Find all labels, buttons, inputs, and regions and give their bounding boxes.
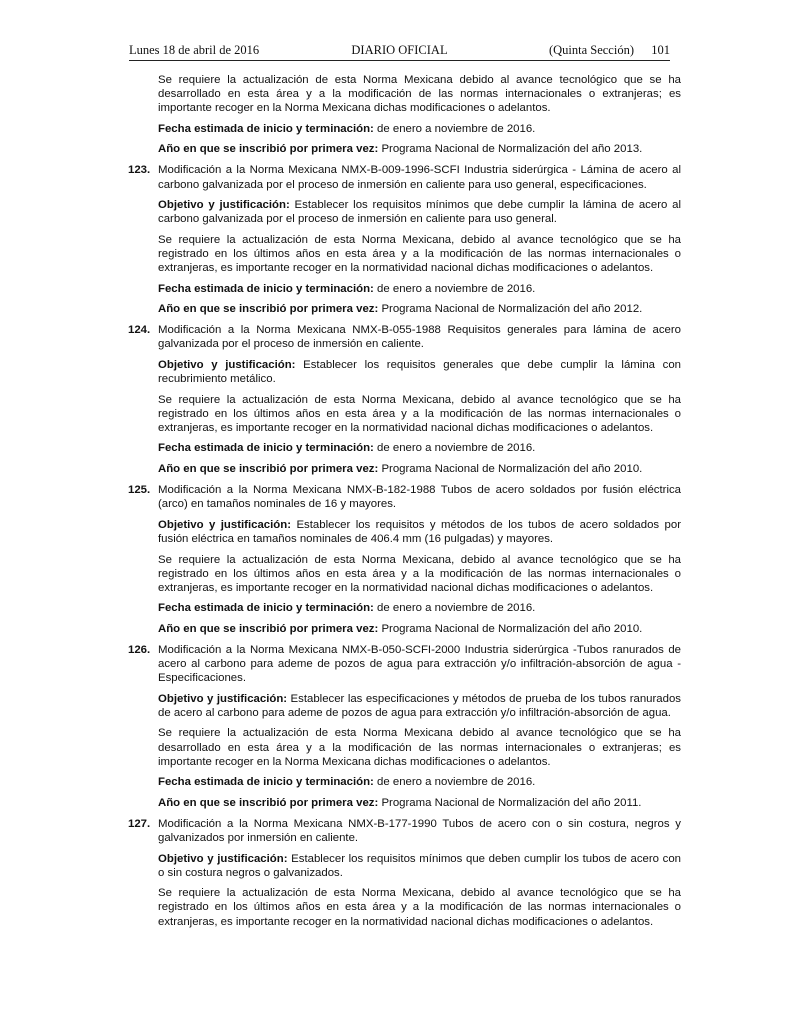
item-objective-label: Objetivo y justificación: bbox=[158, 692, 288, 705]
item-number: 124. bbox=[128, 324, 151, 337]
norm-item-127 bbox=[128, 817, 682, 929]
item-date-label: Fecha estimada de inicio y terminación: bbox=[158, 602, 374, 615]
item-title bbox=[128, 817, 681, 845]
item-number: 126. bbox=[128, 644, 151, 656]
item-year bbox=[158, 462, 681, 476]
item-year-label: Año en que se inscribió por primera vez: bbox=[158, 796, 379, 809]
page-header bbox=[129, 40, 670, 61]
item-objective-value: Establecer los requisitos generales que debe cumplir la lámina con recubrimiento metálico. bbox=[158, 359, 682, 386]
item-title-text: Modificación a la Norma Mexicana NMX-B-050-SCFI-2000 Industria siderúrgica -Tubos ranurados de acero al carbono para ademe de pozos de agua para extracción y/o infiltración-absorción de agua - Especificaciones. bbox=[158, 644, 681, 685]
item-date-value: de enero a noviembre de 2016. bbox=[373, 442, 536, 455]
item-objective-label: Objetivo y justificación: bbox=[158, 518, 292, 531]
item-objective-label: Objetivo y justificación: bbox=[158, 199, 290, 212]
header-title: DIARIO OFICIAL bbox=[351, 43, 448, 57]
item-title-text: Modificación a la Norma Mexicana NMX-B-055-1988 Requisitos generales para lámina de acero galvanizada por el proceso de inmersión en caliente. bbox=[158, 324, 681, 351]
item-title bbox=[128, 643, 681, 685]
item-justification: Se requiere la actualización de esta Norma Mexicana, debido al avance tecnológico que se ha registrado en los últimos años en esta área y a la modificación de las normas internacionales o extranjeras, es importante recoger en la normatividad nacional dichas modificaciones o adelantos. bbox=[158, 887, 681, 928]
item-year-label: Año en que se inscribió por primera vez: bbox=[158, 463, 379, 476]
item-objective bbox=[158, 692, 681, 720]
item-number: 123. bbox=[128, 164, 151, 177]
item-objective bbox=[158, 198, 681, 226]
intro-date-value: de enero a noviembre de 2016. bbox=[373, 122, 536, 135]
intro-year bbox=[158, 142, 681, 156]
intro-year-value: Programa Nacional de Normalización del año 2013. bbox=[378, 143, 643, 156]
item-objective bbox=[158, 852, 681, 880]
item-objective-value: Establecer las especificaciones y métodos de prueba de los tubos ranurados de acero al carbono para ademe de pozos de agua para extracción y/o infiltración-absorción de agua. bbox=[158, 692, 681, 719]
norm-item-125 bbox=[128, 483, 681, 636]
item-date-label: Fecha estimada de inicio y terminación: bbox=[158, 282, 374, 295]
item-objective-value: Establecer los requisitos y métodos de los tubos de acero soldados por fusión eléctrica en tamaños nominales de 406.4 mm (16 pulgadas) y mayores. bbox=[158, 518, 681, 545]
intro-date-label: Fecha estimada de inicio y terminación: bbox=[158, 122, 374, 135]
item-date bbox=[158, 775, 681, 789]
intro-date bbox=[158, 122, 681, 136]
intro-year-label: Año en que se inscribió por primera vez: bbox=[158, 143, 379, 156]
item-objective-value: Establecer los requisitos mínimos que deben cumplir los tubos de acero con o sin costura negros o galvanizados. bbox=[158, 852, 682, 879]
item-objective bbox=[158, 358, 681, 386]
item-objective-label: Objetivo y justificación: bbox=[158, 359, 296, 371]
norm-item-126 bbox=[128, 643, 681, 810]
intro-justification: Se requiere la actualización de esta Norma Mexicana debido al avance tecnológico que se ha desarrollado en esta área y a la modificación de las normas internacionales o extranjeras; es importante recoger en la Norma Mexicana dichas modificaciones o adelantos. bbox=[158, 74, 681, 115]
header-section: (Quinta Sección) bbox=[548, 43, 634, 57]
item-date bbox=[158, 441, 681, 455]
item-year-value: Programa Nacional de Normalización del año 2010. bbox=[378, 463, 643, 476]
item-year bbox=[158, 302, 681, 316]
item-title bbox=[128, 483, 681, 511]
item-year-value: Programa Nacional de Normalización del año 2011. bbox=[378, 796, 642, 809]
item-objective-label: Objetivo y justificación: bbox=[158, 852, 288, 865]
norm-item-124 bbox=[128, 323, 682, 476]
item-date-label: Fecha estimada de inicio y terminación: bbox=[158, 776, 374, 789]
item-number: 127. bbox=[128, 817, 151, 830]
item-justification: Se requiere la actualización de esta Norma Mexicana, debido al avance tecnológico que se ha registrado en los últimos años en esta área y a la modificación de las normas internacionales o extranjeras, es importante recoger en la normatividad nacional dichas modificaciones o adelantos. bbox=[158, 393, 681, 434]
norm-item-123 bbox=[128, 163, 681, 316]
item-title-text: Modificación a la Norma Mexicana NMX-B-182-1988 Tubos de acero soldados por fusión eléctrica (arco) en tamaños nominales de 16 y mayores. bbox=[158, 484, 681, 511]
item-year bbox=[158, 796, 681, 810]
item-year-label: Año en que se inscribió por primera vez: bbox=[158, 622, 379, 635]
item-date bbox=[158, 601, 681, 615]
item-title-text: Modificación a la Norma Mexicana NMX-B-009-1996-SCFI Industria siderúrgica - Lámina de acero al carbono galvanizada por el proceso de inmersión en caliente para uso general, especificaciones. bbox=[158, 164, 681, 191]
item-objective bbox=[158, 518, 681, 546]
item-date-value: de enero a noviembre de 2016. bbox=[373, 602, 536, 615]
item-objective-value: Establecer los requisitos mínimos que debe cumplir la lámina de acero al carbono galvanizada por el proceso de inmersión en caliente para uso general. bbox=[158, 199, 681, 226]
item-year-value: Programa Nacional de Normalización del año 2012. bbox=[378, 303, 643, 316]
item-title bbox=[128, 163, 681, 191]
item-justification: Se requiere la actualización de esta Norma Mexicana debido al avance tecnológico que se ha desarrollado en esta área y a la modificación de las normas internacionales o extranjeras; es importante recoger en la Norma Mexicana dichas modificaciones o adelantos. bbox=[158, 727, 681, 768]
document-body bbox=[128, 73, 682, 935]
item-title bbox=[128, 323, 681, 351]
item-date bbox=[158, 282, 681, 296]
item-year-label: Año en que se inscribió por primera vez: bbox=[158, 303, 379, 316]
item-justification: Se requiere la actualización de esta Norma Mexicana, debido al avance tecnológico que se ha registrado en los últimos años en esta área y a la modificación de las normas internacionales o extranjeras, es importante recoger en la normatividad nacional dichas modificaciones o adelantos. bbox=[158, 553, 681, 594]
item-date-value: de enero a noviembre de 2016. bbox=[373, 282, 536, 295]
item-date-label: Fecha estimada de inicio y terminación: bbox=[158, 442, 374, 455]
header-date: Lunes 18 de abril de 2016 bbox=[129, 43, 260, 57]
item-justification: Se requiere la actualización de esta Norma Mexicana, debido al avance tecnológico que se ha registrado en los últimos años en esta área y a la modificación de las normas internacionales o extranjeras, es importante recoger en la normatividad nacional dichas modificaciones o adelantos. bbox=[158, 233, 681, 275]
item-year bbox=[158, 622, 681, 636]
item-date-value: de enero a noviembre de 2016. bbox=[373, 776, 536, 789]
item-year-value: Programa Nacional de Normalización del año 2010. bbox=[378, 622, 643, 635]
header-page-number: 101 bbox=[651, 43, 670, 57]
item-title-text: Modificación a la Norma Mexicana NMX-B-177-1990 Tubos de acero con o sin costura, negros y galvanizados por inmersión en caliente. bbox=[158, 817, 681, 845]
item-number: 125. bbox=[128, 484, 151, 497]
